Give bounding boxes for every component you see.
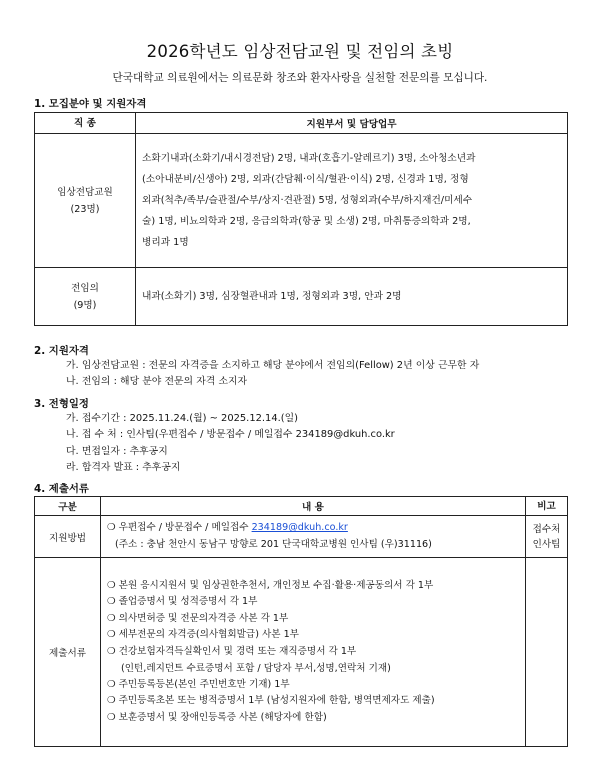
dept-line: (소아내분비/신생아) 2명, 외과(간담췌·이식/혈관·이식) 2명, 신경과 1명, 정형 xyxy=(142,174,469,185)
list-item: ❍ 주민등록초본 또는 병적증명서 1부 (남성지원자에 한함, 병역면제자도 제출) xyxy=(107,695,435,707)
apply-email-link[interactable]: 234189@dkuh.co.kr xyxy=(251,522,348,534)
apply-method-label: 지원방법 xyxy=(35,516,101,558)
table-row xyxy=(35,134,568,268)
schedule-line: 나. 접 수 처 : 인사팀(우편접수 / 방문접수 / 메일접수 234189@dkuh.co.kr xyxy=(66,429,395,440)
list-item: ❍ 본원 응시지원서 및 임상권한추천서, 개인정보 수집·활용·제공동의서 각 1부 xyxy=(107,579,434,591)
departments-cell xyxy=(136,268,568,326)
section-heading-qualification: 2. 지원자격 xyxy=(34,345,89,357)
dept-line: 내과(소화기) 3명, 심장혈관내과 1명, 정형외과 3명, 안과 2명 xyxy=(142,291,402,302)
page-title: 2026학년도 임상전담교원 및 전임의 초빙 xyxy=(146,42,454,61)
dept-line: 술) 1명, 비뇨의학과 2명, 응급의학과(항공 및 소생) 2명, 마취통증의학과 2명, xyxy=(142,216,471,227)
schedule-line: 라. 합격자 발표 : 추후공지 xyxy=(66,462,181,473)
apply-note-cell xyxy=(526,516,568,558)
departments-cell xyxy=(136,134,568,268)
qualification-line: 나. 전임의 : 해당 분야 전문의 자격 소지자 xyxy=(66,376,248,387)
header-job-type: 직 종 xyxy=(35,113,136,134)
submit-note-cell xyxy=(526,558,568,747)
apply-note-line: 인사팀 xyxy=(532,538,561,550)
dept-line: 외과(척추/족부/슬관절/수부/상지·견관절) 5명, 성형외과(수부/하지재건/미세수 xyxy=(142,195,473,206)
header-content: 내 용 xyxy=(101,497,526,516)
apply-line xyxy=(107,520,519,537)
list-item: ❍ 건강보험자격득실확인서 및 경력 또는 재직증명서 각 1부 xyxy=(107,646,357,657)
schedule-line: 다. 면접일자 : 추후공지 xyxy=(66,446,168,457)
list-item-note: (인턴,레지던트 수료증명서 포함 / 담당자 부서,성명,연락처 기재) xyxy=(121,662,391,674)
schedule-line: 가. 접수기간 : 2025.11.24.(월) ~ 2025.12.14.(일) xyxy=(66,413,298,424)
section-heading-schedule: 3. 전형일정 xyxy=(34,398,89,410)
list-item: ❍ 보훈증명서 및 장애인등록증 사본 (해당자에 한함) xyxy=(107,711,327,723)
job-type-name: 임상전담교원 xyxy=(57,186,113,198)
apply-channels: ❍ 우편접수 / 방문접수 / 메일접수 xyxy=(107,522,252,534)
submit-docs-list xyxy=(101,558,526,747)
dept-line: 병리과 1명 xyxy=(142,237,189,248)
qualification-line: 가. 임상전담교원 : 전문의 자격증을 소지하고 해당 분야에서 전임의(Fellow) 2년 이상 근무한 자 xyxy=(66,360,480,371)
section-heading-documents: 4. 제출서류 xyxy=(34,483,89,495)
header-note: 비고 xyxy=(526,497,568,516)
job-type-cell xyxy=(35,268,136,326)
table-header-row xyxy=(35,113,568,134)
section-heading-recruit: 1. 모집분야 및 지원자격 xyxy=(34,98,147,110)
header-departments: 지원부서 및 담당업무 xyxy=(136,113,568,134)
job-type-cell xyxy=(35,134,136,268)
apply-address: (주소 : 충남 천안시 동남구 망향로 201 단국대학교병원 인사팀 (우)31116) xyxy=(115,538,432,550)
list-item: ❍ 졸업증명서 및 성적증명서 각 1부 xyxy=(107,596,258,608)
list-item: ❍ 주민등록등본(본인 주민번호만 기재) 1부 xyxy=(107,678,290,690)
dept-line: 소화기내과(소화기/내시경전담) 2명, 내과(호흡기-알레르기) 3명, 소아청소년과 xyxy=(142,153,476,164)
job-type-count: (9명) xyxy=(73,299,97,311)
list-item: ❍ 세부전문의 자격증(의사협회발급) 사본 1부 xyxy=(107,629,299,641)
header-category: 구분 xyxy=(35,497,101,516)
table-row xyxy=(35,516,568,558)
list-item: ❍ 의사면허증 및 전문의자격증 사본 각 1부 xyxy=(107,612,289,624)
table-header-row xyxy=(35,497,568,516)
apply-method-content xyxy=(101,516,526,558)
table-row xyxy=(35,558,568,747)
recruit-table xyxy=(34,112,568,326)
submit-docs-label: 제출서류 xyxy=(35,558,101,747)
apply-note-line: 접수처 xyxy=(532,523,561,535)
job-type-name: 전임의 xyxy=(71,282,99,294)
documents-table xyxy=(34,496,568,747)
job-type-count: (23명) xyxy=(70,203,100,215)
table-row xyxy=(35,268,568,326)
intro-text: 단국대학교 의료원에서는 의료문화 창조와 환자사랑을 실천할 전문의를 모십니다. xyxy=(112,72,488,84)
